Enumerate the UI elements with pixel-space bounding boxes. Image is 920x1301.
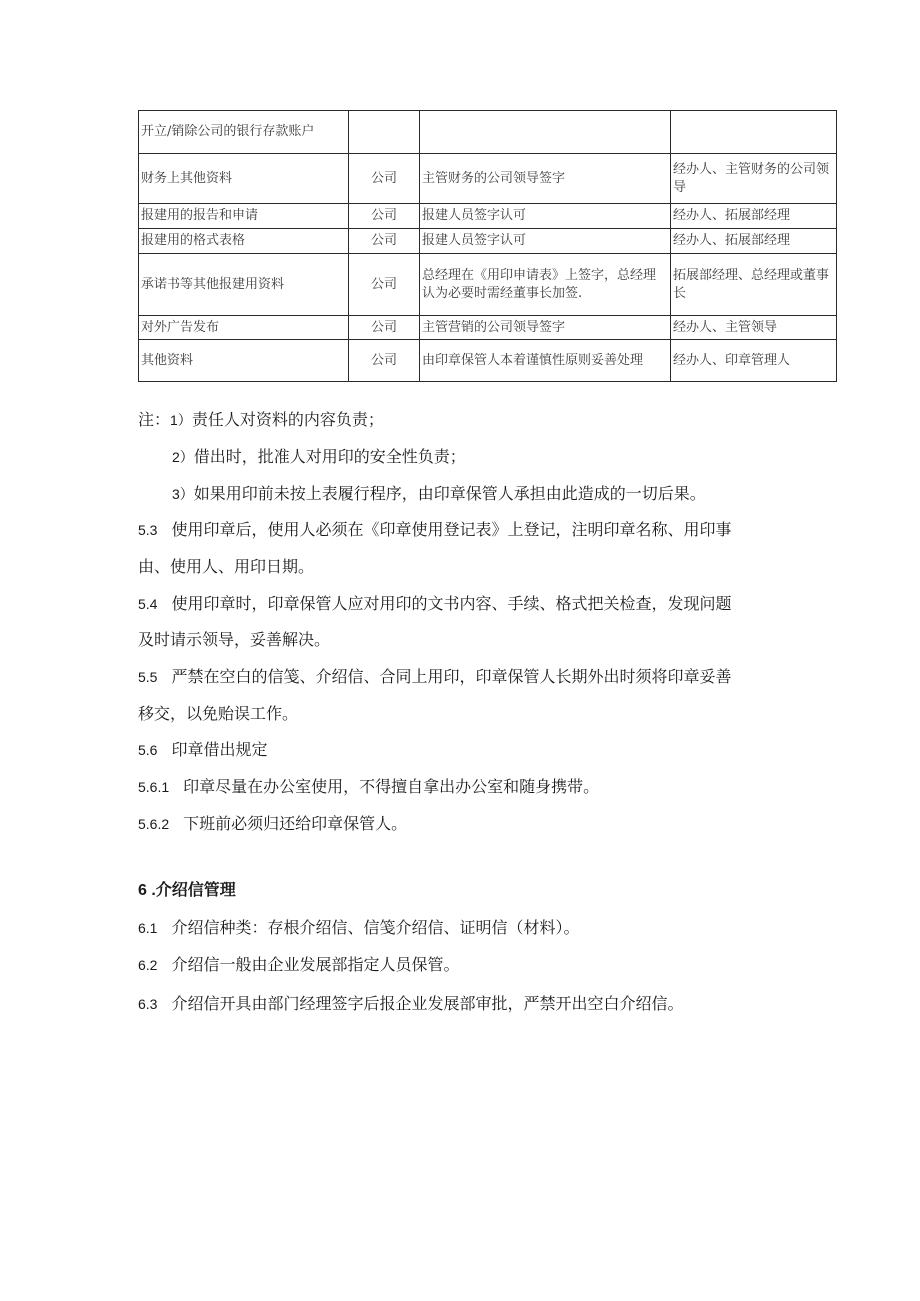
table-cell: 经办人、拓展部经理 xyxy=(671,229,837,254)
clause-number: 6.2 xyxy=(138,957,158,973)
clause-number: 5.6.1 xyxy=(138,779,170,795)
note-text: 借出时，批准人对用印的安全性负责； xyxy=(193,447,466,466)
clause-text: 印章尽量在办公室使用，不得擅自拿出办公室和随身携带。 xyxy=(183,777,600,796)
table-row xyxy=(139,154,837,204)
clause-5-5 xyxy=(138,667,731,687)
clause-number: 6.3 xyxy=(138,996,158,1012)
table-cell xyxy=(671,111,837,154)
table-row xyxy=(139,229,837,254)
note-line-3 xyxy=(172,484,706,504)
clause-5-4 xyxy=(138,594,731,614)
clause-text: 及时请示领导，妥善解决。 xyxy=(138,630,331,649)
table-cell: 经办人、主管财务的公司领导 xyxy=(671,154,837,204)
table-cell: 公司 xyxy=(349,316,420,340)
table-cell: 报建人员签字认可 xyxy=(420,204,671,229)
table-cell: 公司 xyxy=(349,204,420,229)
table-cell: 公司 xyxy=(349,229,420,254)
table-cell: 对外广告发布 xyxy=(139,316,349,340)
clause-5-6-2 xyxy=(138,814,407,834)
clause-text: 介绍信种类：存根介绍信、信笺介绍信、证明信（材料）。 xyxy=(171,918,580,937)
table-cell: 由印章保管人本着谨慎性原则妥善处理 xyxy=(420,340,671,382)
table-cell: 报建用的报告和申请 xyxy=(139,204,349,229)
table-cell: 经办人、拓展部经理 xyxy=(671,204,837,229)
table-cell: 财务上其他资料 xyxy=(139,154,349,204)
clause-6-3 xyxy=(138,994,683,1014)
table-cell: 公司 xyxy=(349,254,420,316)
table-cell: 经办人、主管领导 xyxy=(671,316,837,340)
table-cell: 其他资料 xyxy=(139,340,349,382)
table-row xyxy=(139,316,837,340)
clause-text: 使用印章后，使用人必须在《印章使用登记表》上登记，注明印章名称、用印事 xyxy=(171,520,732,539)
note-line-2 xyxy=(172,447,466,467)
clause-text: 严禁在空白的信笺、介绍信、合同上用印，印章保管人长期外出时须将印章妥善 xyxy=(171,667,732,686)
clause-5-6 xyxy=(138,740,267,760)
note-number: 1） xyxy=(170,412,192,428)
clause-text: 印章借出规定 xyxy=(171,740,268,759)
clause-5-6-1 xyxy=(138,777,599,797)
table-cell: 经办人、印章管理人 xyxy=(671,340,837,382)
table-row xyxy=(139,204,837,229)
seal-usage-table xyxy=(138,110,837,382)
table-cell: 总经理在《用印申请表》上签字，总经理认为必要时需经董事长加签. xyxy=(420,254,671,316)
note-line-1 xyxy=(138,410,384,430)
note-text: 责任人对资料的内容负责； xyxy=(191,410,384,429)
clause-number: 5.6 xyxy=(138,742,158,758)
table-row xyxy=(139,340,837,382)
clause-number: 6.1 xyxy=(138,920,158,936)
table-cell: 公司 xyxy=(349,154,420,204)
table-cell: 开立/销除公司的银行存款账户 xyxy=(139,111,349,154)
clause-5-5-cont xyxy=(138,704,298,724)
table-cell: 报建用的格式表格 xyxy=(139,229,349,254)
clause-5-4-cont xyxy=(138,630,330,650)
clause-number: 5.3 xyxy=(138,522,158,538)
clause-text: 介绍信开具由部门经理签字后报企业发展部审批，严禁开出空白介绍信。 xyxy=(171,994,684,1013)
clause-5-3-cont xyxy=(138,557,314,577)
table-cell: 主管营销的公司领导签字 xyxy=(420,316,671,340)
table-cell xyxy=(349,111,420,154)
clause-text: 介绍信一般由企业发展部指定人员保管。 xyxy=(171,955,460,974)
table-cell: 公司 xyxy=(349,340,420,382)
table-cell: 主管财务的公司领导签字 xyxy=(420,154,671,204)
table-cell xyxy=(420,111,671,154)
section-heading: 6 .介绍信管理 xyxy=(138,882,236,899)
table-cell: 拓展部经理、总经理或董事长 xyxy=(671,254,837,316)
clause-number: 5.4 xyxy=(138,596,158,612)
note-text: 如果用印前未按上表履行程序，由印章保管人承担由此造成的一切后果。 xyxy=(193,484,706,503)
table-cell: 报建人员签字认可 xyxy=(420,229,671,254)
clause-6-2 xyxy=(138,955,459,975)
clause-text: 使用印章时，印章保管人应对用印的文书内容、手续、格式把关检查，发现问题 xyxy=(171,594,732,613)
table-row xyxy=(139,111,837,154)
clause-6-1 xyxy=(138,918,579,938)
note-number: 3） xyxy=(172,486,194,502)
clause-number: 5.5 xyxy=(138,669,158,685)
clause-5-3 xyxy=(138,520,731,540)
clause-text: 移交，以免贻误工作。 xyxy=(138,704,299,723)
clause-text: 下班前必须归还给印章保管人。 xyxy=(183,814,408,833)
note-prefix: 注： xyxy=(138,410,171,429)
clause-number: 5.6.2 xyxy=(138,816,170,832)
clause-text: 由、使用人、用印日期。 xyxy=(138,557,315,576)
table-row xyxy=(139,254,837,316)
table-cell: 承诺书等其他报建用资料 xyxy=(139,254,349,316)
note-number: 2） xyxy=(172,449,194,465)
